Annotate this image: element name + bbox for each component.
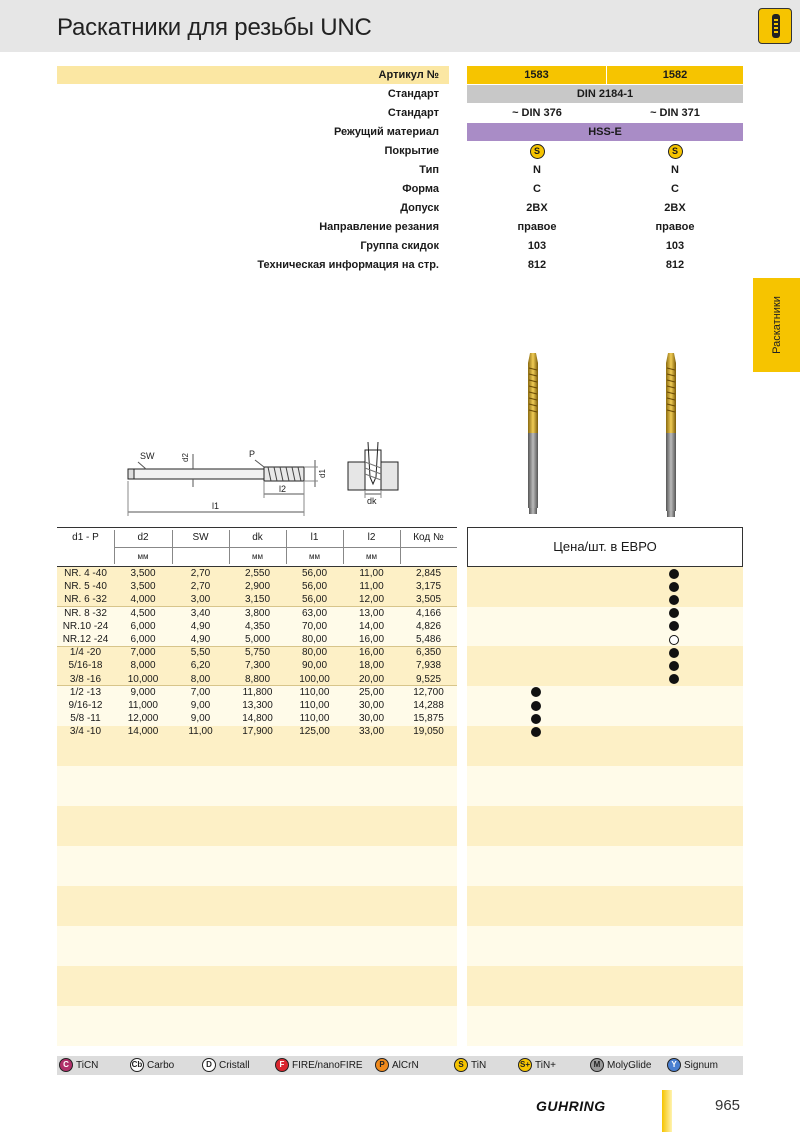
sw-cell: 6,20 [190,660,211,672]
coating-badge-icon: C [59,1058,73,1072]
spec-value: правое [655,221,695,233]
spec-value: ~ DIN 371 [650,107,700,119]
spec-row [57,180,743,199]
spec-value: C [671,183,679,195]
sw-cell: 2,70 [190,581,211,593]
col-unit: мм [366,552,377,561]
footer-accent [662,1090,672,1132]
code-cell: 12,700 [413,686,444,698]
legend-label: TiN [471,1060,487,1071]
sw-cell: 3,40 [190,607,211,619]
d2-cell: 6,000 [130,620,156,632]
code-cell: 2,845 [415,568,442,579]
code-cell: 5,486 [415,634,442,645]
row-divider [57,606,457,607]
legend-item [202,1058,250,1073]
dk-cell: 14,800 [242,713,273,725]
coating-badge-icon: F [275,1058,289,1072]
code-cell: 15,875 [413,713,444,725]
col-header: d2 [137,532,149,543]
spec-value: 2BX [526,202,548,214]
d2-cell: 4,500 [130,607,156,619]
coating-badge-icon: Cb [130,1058,144,1072]
spec-value: ~ DIN 376 [512,107,562,119]
table-row[interactable] [57,699,457,712]
row-divider [57,685,457,686]
spec-row [57,218,743,237]
table-band [57,886,743,926]
legend-label: TiCN [76,1060,99,1071]
table-row[interactable] [57,725,457,738]
coating-badge-icon: S [454,1058,468,1072]
dim-label-d2: d2 [181,453,190,462]
code-cell: 7,938 [415,660,442,672]
availability-filled-icon [531,701,541,711]
l2-cell: 16,00 [358,634,385,645]
availability-filled-icon [669,582,679,592]
l2-cell: 14,00 [358,620,385,632]
col-header: dk [252,532,263,543]
coating-badge-icon: Y [667,1058,681,1072]
spec-row [57,161,743,180]
table-row[interactable] [57,673,457,686]
dim-label-dk: dk [367,496,377,506]
section-tab-label: Раскатники [770,296,783,354]
spec-row [57,123,743,142]
spec-label: Тип [419,164,439,176]
legend-label: Signum [684,1060,718,1071]
size-cell: NR. 8 -32 [64,607,107,619]
table-band [57,1006,743,1046]
table-band [57,766,743,806]
legend-item [59,1058,98,1073]
d2-cell: 3,500 [130,568,156,579]
availability-filled-icon [531,727,541,737]
l2-cell: 13,00 [358,607,385,619]
legend-item [590,1058,651,1073]
l2-cell: 30,00 [358,713,385,725]
dk-cell: 13,300 [242,700,273,711]
col-header: Код № [413,532,444,543]
code-cell: 14,288 [413,700,444,711]
coating-badge-icon: D [202,1058,216,1072]
dimension-table-header [57,527,457,567]
l1-cell: 56,00 [301,594,328,606]
sw-cell: 5,50 [190,647,211,659]
sw-cell: 4,90 [190,634,211,645]
l1-cell: 80,00 [301,647,328,659]
tap-tool-icon [758,8,792,44]
table-band [57,926,743,966]
availability-filled-icon [531,714,541,724]
table-row[interactable] [57,659,457,672]
table-band [57,806,743,846]
sw-cell: 2,70 [190,568,211,579]
spec-row [57,237,743,256]
size-cell: 1/2 -13 [69,686,102,698]
sw-cell: 7,00 [190,686,211,698]
d2-cell: 3,500 [130,581,156,593]
spec-value: DIN 2184-1 [467,85,743,103]
code-cell: 4,166 [415,607,442,619]
spec-label: Группа скидок [360,240,439,252]
page-title: Раскатники для резьбы UNC [57,14,372,41]
tech-info-page-link[interactable]: 812 [665,259,685,271]
legend-item [454,1058,486,1073]
dk-cell: 17,900 [242,726,273,738]
size-cell: 3/8 -16 [69,673,102,685]
page-header [0,0,800,52]
spec-value: правое [517,221,557,233]
spec-value: N [671,164,679,176]
l2-cell: 11,00 [359,568,384,579]
l2-cell: 11,00 [359,581,384,593]
tin-coating-icon: S [530,144,545,159]
code-cell: 9,525 [415,673,442,685]
tin-coating-icon: S [668,144,683,159]
col-unit: мм [252,552,263,561]
size-cell: NR. 6 -32 [64,594,107,606]
code-cell: 3,505 [415,594,442,606]
table-row[interactable] [57,567,457,580]
d2-cell: 12,000 [127,713,159,725]
l1-cell: 100,00 [299,673,330,685]
dk-cell: 2,900 [244,581,271,593]
l2-cell: 33,00 [358,726,385,738]
spec-label: Режущий материал [333,126,439,138]
coating-badge-icon: M [590,1058,604,1072]
availability-filled-icon [669,569,679,579]
l2-cell: 30,00 [358,700,385,711]
table-row[interactable] [57,646,457,659]
size-cell: 5/8 -11 [70,713,101,725]
legend-item [130,1058,174,1073]
spec-label: Стандарт [387,107,439,119]
price-header: Цена/шт. в ЕВРО [467,527,743,567]
size-cell: 5/16-18 [68,660,103,672]
legend-label: TiN+ [535,1060,557,1071]
col-unit: мм [309,552,320,561]
sw-cell: 9,00 [190,700,211,711]
spec-label: Техническая информация на стр. [257,259,439,271]
availability-filled-icon [669,661,679,671]
brand-logo: GUHRING [536,1098,606,1114]
dk-cell: 7,300 [244,660,271,672]
legend-label: Cristall [219,1060,250,1071]
tool-1583-image [528,353,538,514]
spec-value: 103 [527,240,547,252]
coating-legend [57,1056,743,1075]
spec-row [57,256,743,275]
l1-cell: 125,00 [299,726,330,738]
l1-cell: 56,00 [301,568,328,579]
legend-label: MolyGlide [607,1060,652,1071]
availability-open-icon [669,635,679,645]
article-1583: 1583 [467,66,607,84]
spec-value: N [533,164,541,176]
table-row[interactable] [57,633,457,646]
code-cell: 3,175 [415,581,442,593]
l1-cell: 110,00 [299,713,330,725]
page-number: 965 [715,1097,741,1114]
table-row[interactable] [57,686,457,699]
dim-label-l1: l1 [212,501,220,511]
d2-cell: 10,000 [127,673,159,685]
d2-cell: 11,000 [128,700,158,711]
dimension-table [57,527,457,567]
l1-cell: 110,00 [299,700,330,711]
tech-info-page-link[interactable]: 812 [527,259,547,271]
l1-cell: 63,00 [301,607,328,619]
table-row[interactable] [57,607,457,620]
l2-cell: 20,00 [358,673,385,685]
l2-cell: 12,00 [358,594,385,606]
code-cell: 6,350 [415,647,442,659]
legend-label: AlCrN [392,1060,419,1071]
spec-label: Форма [402,183,439,195]
spec-label: Стандарт [387,88,439,100]
l1-cell: 110,00 [299,686,330,698]
size-cell: NR. 5 -40 [64,581,107,593]
table-row[interactable] [57,712,457,725]
availability-filled-icon [669,648,679,658]
size-cell: NR. 4 -40 [64,568,107,579]
section-tab[interactable] [753,278,800,372]
l1-cell: 56,00 [301,581,328,593]
code-cell: 19,050 [413,726,444,738]
dim-label-d1: d1 [318,469,327,478]
col-header: l1 [310,532,319,543]
row-divider [57,646,457,647]
spec-value: 2BX [664,202,686,214]
tool-1582-image [666,353,676,517]
col-header: l2 [367,532,376,543]
size-cell: NR.12 -24 [62,634,109,645]
dim-label-sw: SW [140,451,155,461]
article-1582: 1582 [607,66,743,84]
dk-cell: 5,000 [244,634,271,645]
l1-cell: 90,00 [301,660,328,672]
dk-cell: 3,150 [244,594,271,606]
l2-cell: 18,00 [358,660,385,672]
l2-cell: 16,00 [358,647,385,659]
sw-cell: 9,00 [190,713,211,725]
legend-label: FIRE/nanoFIRE [292,1060,363,1071]
table-band [57,966,743,1006]
d2-cell: 14,000 [127,726,159,738]
d2-cell: 9,000 [130,686,156,698]
dk-cell: 4,350 [244,620,271,632]
legend-label: Carbo [147,1060,175,1071]
l1-cell: 80,00 [301,634,328,645]
spec-row [57,199,743,218]
col-header: d1 - P [72,532,99,543]
spec-value: 103 [665,240,685,252]
spec-row [57,66,743,85]
spec-value: C [533,183,541,195]
dk-cell: 2,550 [244,568,271,579]
legend-item [375,1058,419,1073]
spec-label: Направление резания [319,221,439,233]
spec-value: HSS-E [467,123,743,141]
dk-cell: 5,750 [244,647,271,659]
l1-cell: 70,00 [301,620,328,632]
spec-row [57,104,743,123]
d2-cell: 8,000 [130,660,156,672]
sw-cell: 3,00 [190,594,211,606]
tool-dimension-diagram [118,432,408,522]
col-header: SW [192,532,209,543]
d2-cell: 7,000 [130,647,156,659]
d2-cell: 6,000 [130,634,156,645]
legend-item [518,1058,556,1073]
table-band [57,846,743,886]
spec-label: Артикул № [57,66,449,84]
table-row[interactable] [57,593,457,606]
dk-cell: 11,800 [242,686,273,698]
d2-cell: 4,000 [130,594,156,606]
spec-table [57,66,743,275]
spec-label: Покрытие [384,145,439,157]
code-cell: 4,826 [415,620,442,632]
l2-cell: 25,00 [358,686,385,698]
size-cell: 1/4 -20 [69,647,102,659]
dim-label-l2: l2 [279,484,287,494]
spec-label: Допуск [400,202,439,214]
coating-badge-icon: P [375,1058,389,1072]
legend-item [275,1058,363,1073]
legend-item [667,1058,718,1073]
dk-cell: 3,800 [244,607,271,619]
dk-cell: 8,800 [244,673,271,685]
sw-cell: 4,90 [190,620,211,632]
table-row[interactable] [57,620,457,633]
sw-cell: 8,00 [190,673,211,685]
size-cell: NR.10 -24 [62,620,109,632]
tool-product-images [500,348,740,523]
coating-badge-icon: S+ [518,1058,532,1072]
sw-cell: 11,00 [188,726,213,738]
table-row[interactable] [57,580,457,593]
dim-label-p: P [249,449,256,459]
availability-filled-icon [669,595,679,605]
size-cell: 9/16-12 [68,700,103,711]
size-cell: 3/4 -10 [69,726,102,738]
spec-row [57,142,743,161]
col-unit: мм [137,552,149,561]
spec-row [57,85,743,104]
